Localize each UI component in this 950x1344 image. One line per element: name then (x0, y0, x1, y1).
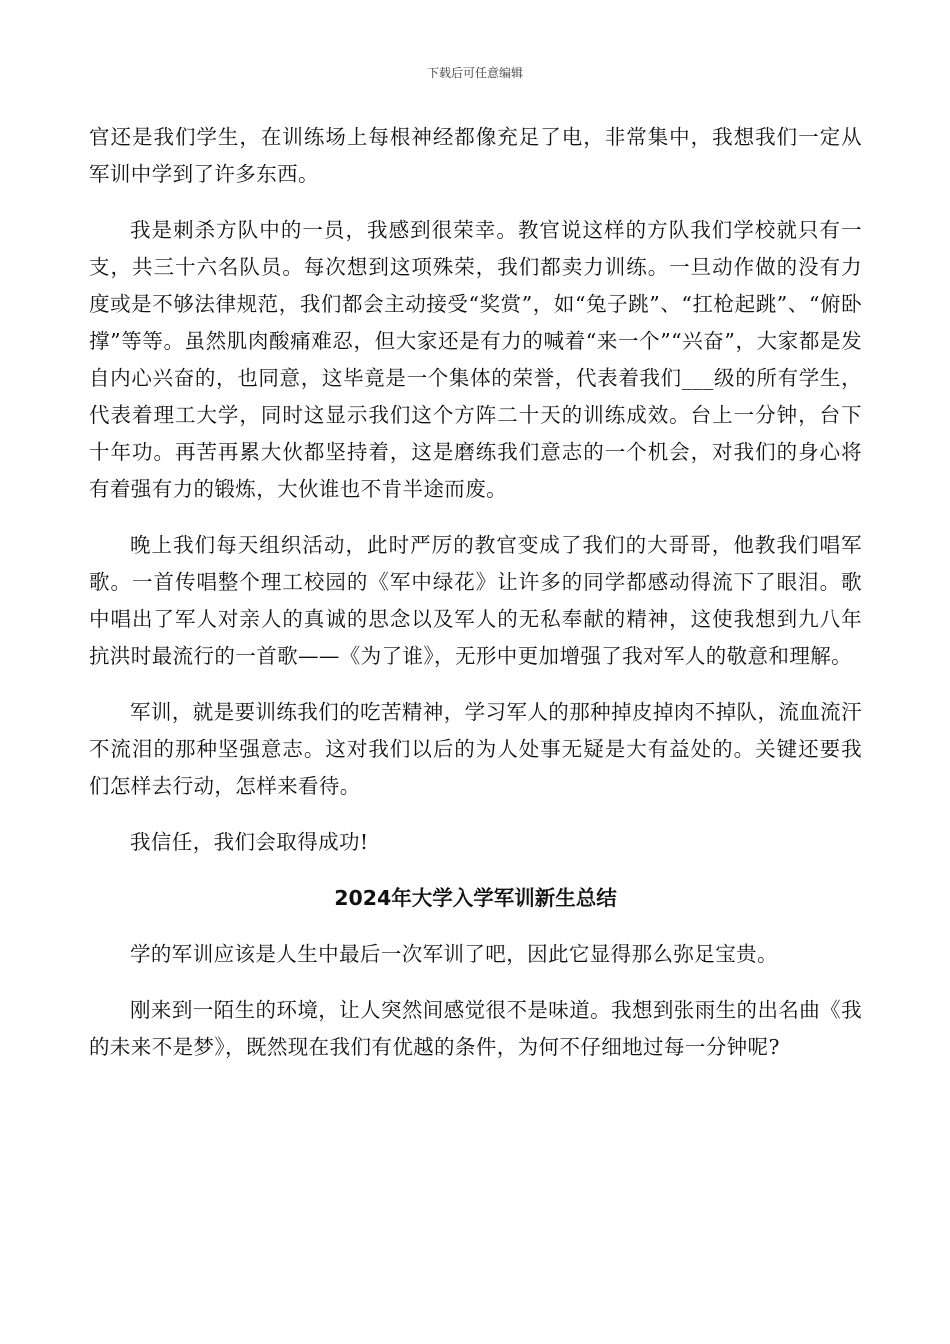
paragraph-6: 学的军训应该是人生中最后一次军训了吧，因此它显得那么弥足宝贵。 (130, 942, 778, 966)
paragraph-2: 我是刺杀方队中的一员，我感到很荣幸。教官说这样的方队我们学校就只有一支，共三十六名队员。每次想到这项殊荣，我们都卖力训练。一旦动作做的没有力度或是不够法律规范，我们都会主动接受“奖赏”，如“兔子跳”、“扛枪起跳”、“俯卧撑”等等。虽然肌肉酸痛难忍，但大家还是有力的喊着“来一个”“兴奋”，大家都是发自内心兴奋的，也同意，这毕竟是一个集体的荣誉，代表着我们___级的所有学生，代表着理工大学，同时这显示我们这个方阵二十天的训练成效。台上一分钟，台下十年功。再苦再累大伙都坚持着，这是磨练我们意志的一个机会，对我们的身心将有着强有力的锻炼，大伙谁也不肯半途而废。 (89, 218, 862, 501)
document-body (89, 119, 862, 1085)
paragraph-4: 军训，就是要训练我们的吃苦精神，学习军人的那种掉皮掉肉不掉队，流血流汗不流泪的那种坚强意志。这对我们以后的为人处事无疑是大有益处的。关键还要我们怎样去行动，怎样来看待。 (89, 700, 862, 798)
section-title: 2024年大学入学军训新生总结 (334, 886, 617, 910)
paragraph-5: 我信任，我们会取得成功! (130, 830, 369, 854)
paragraph-7: 刚来到一陌生的环境，让人突然间感觉很不是味道。我想到张雨生的出名曲《我的未来不是梦》，既然现在我们有优越的条件，为何不仔细地过每一分钟呢? (89, 998, 862, 1059)
page-header: 下载后可任意编辑 (426, 66, 523, 80)
paragraph-1: 官还是我们学生，在训练场上每根神经都像充足了电，非常集中，我想我们一定从军训中学到了许多东西。 (89, 125, 862, 186)
paragraph-3: 晚上我们每天组织活动，此时严厉的教官变成了我们的大哥哥，他教我们唱军歌。一首传唱整个理工校园的《军中绿花》让许多的同学都感动得流下了眼泪。歌中唱出了军人对亲人的真诚的思念以及军人的无私奉献的精神，这使我想到九八年抗洪时最流行的一首歌——《为了谁》，无形中更加增强了我对军人的敬意和理解。 (89, 533, 862, 668)
